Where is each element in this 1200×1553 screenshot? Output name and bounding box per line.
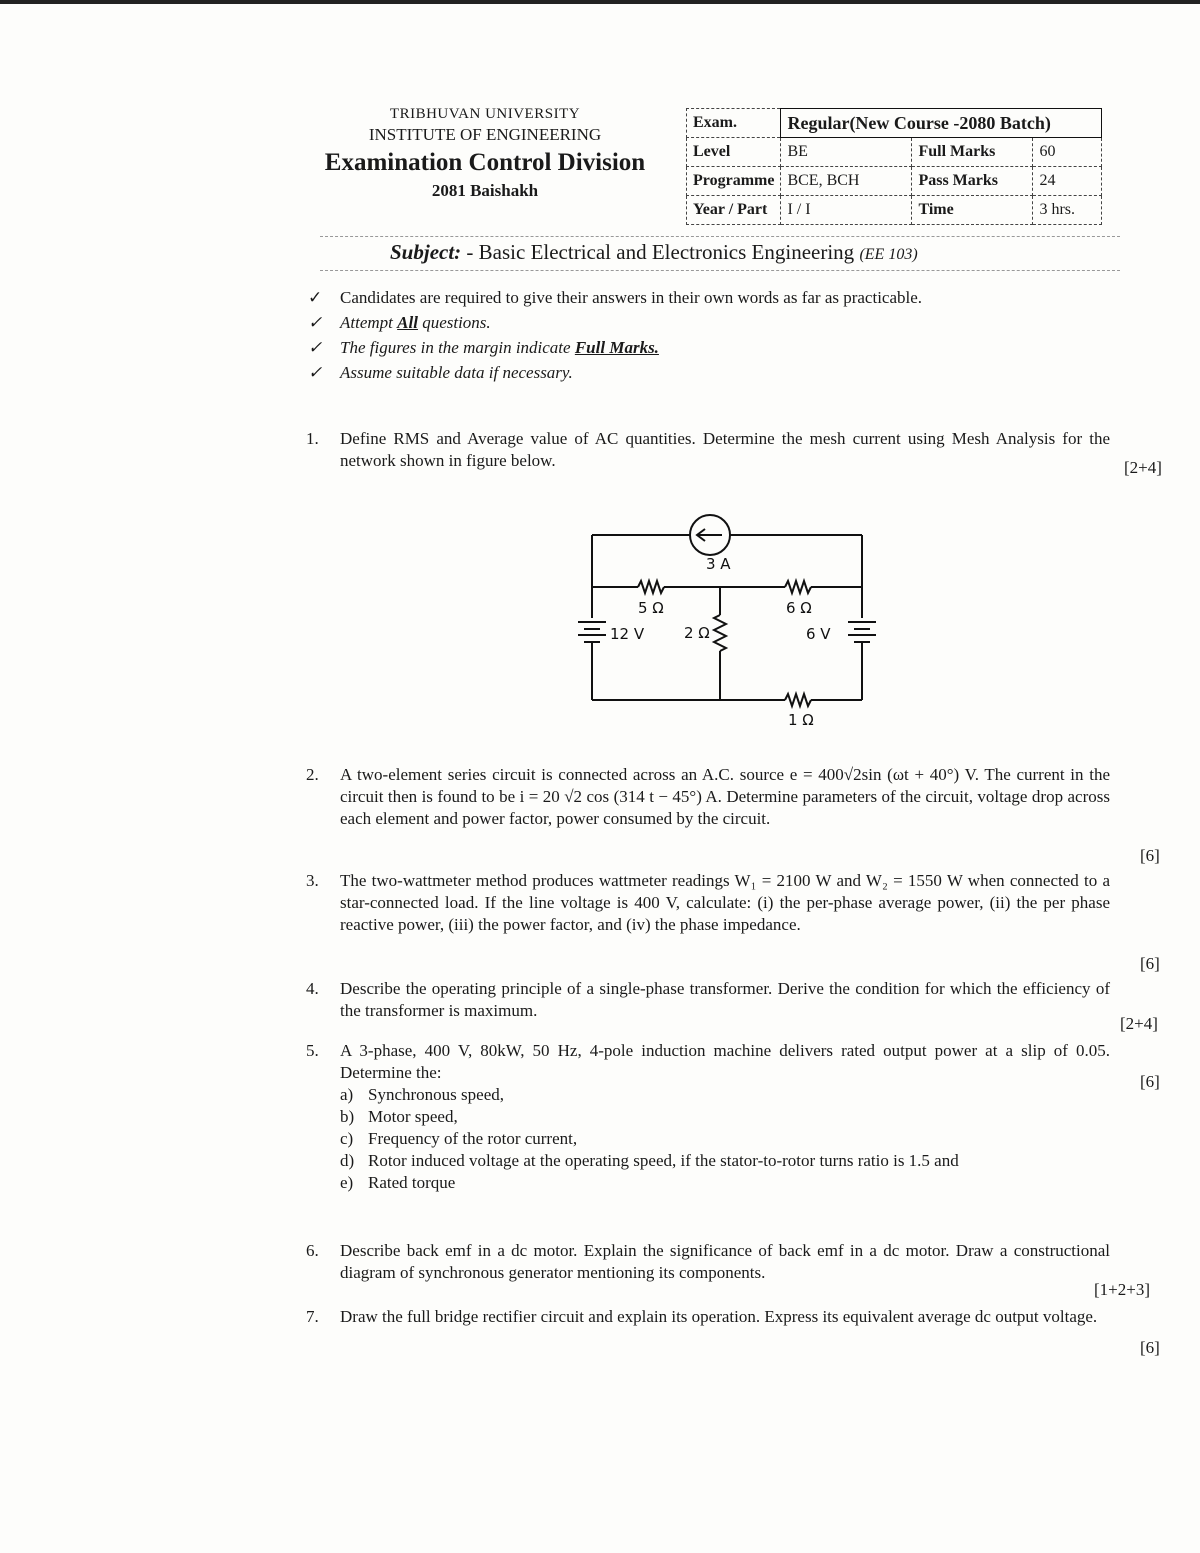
sub-question-e: e) Rated torque — [340, 1173, 456, 1192]
top-edge-line — [0, 0, 1200, 4]
question-6 — [306, 1240, 1110, 1284]
question-text: Describe the operating principle of a single-phase transformer. Derive the condition for which the efficiency of the transformer is maximum. — [340, 979, 1110, 1020]
sub-question-b: b) Motor speed, — [340, 1107, 458, 1126]
pass-marks-value: 24 — [1033, 167, 1102, 196]
question-number: 3. — [306, 871, 319, 890]
question-3 — [306, 870, 1110, 936]
pass-marks-label: Pass Marks — [912, 167, 1033, 196]
divider — [320, 270, 1120, 271]
time-value: 3 hrs. — [1033, 196, 1102, 225]
question-marks: [2+4] — [1120, 1014, 1158, 1033]
question-marks: [6] — [1140, 846, 1160, 865]
resistor-2-label: 2 Ω — [684, 624, 710, 642]
checkmark-icon: ✓ — [308, 363, 323, 382]
exam-header — [290, 106, 680, 201]
subject-line — [390, 240, 918, 265]
instruction-text: Assume suitable data if necessary. — [340, 363, 573, 382]
sub-question-text: Rotor induced voltage at the operating speed, if the stator-to-rotor turns ratio is 1.5 and — [368, 1151, 959, 1170]
list-item — [308, 288, 922, 313]
question-2 — [306, 764, 1110, 830]
circuit-diagram — [560, 505, 880, 730]
level-label: Level — [687, 138, 781, 167]
question-number: 5. — [306, 1041, 319, 1060]
question-number: 1. — [306, 429, 319, 448]
resistor-6-label: 6 Ω — [786, 599, 812, 617]
resistor-2-icon — [714, 615, 726, 651]
programme-label: Programme — [687, 167, 781, 196]
question-number: 6. — [306, 1241, 319, 1260]
table-row — [687, 167, 1102, 196]
question-marks: [2+4] — [1124, 458, 1162, 477]
list-item — [308, 338, 922, 363]
instruction-text: Candidates are required to give their answers in their own words as far as practicable. — [340, 288, 923, 307]
subject-name: - Basic Electrical and Electronics Engineering — [466, 240, 855, 264]
checkmark-icon: ✓ — [308, 313, 323, 332]
source-label: 3 A — [706, 555, 731, 573]
sub-question-a: a) Synchronous speed, — [340, 1085, 504, 1104]
question-7 — [306, 1306, 1110, 1328]
question-text: The two-wattmeter method produces wattmeter readings W₁ = 2100 W and W₂ = 1550 W when connected to a star-connected load. If the line voltage is 400 V, calculate: (i) the per-phase average power, (ii) the per phase reactive power, (iii) the power factor, and (iv) the phase impedance. — [340, 871, 1110, 934]
full-marks-label: Full Marks — [912, 138, 1033, 167]
question-number: 4. — [306, 979, 319, 998]
resistor-6-icon — [785, 581, 811, 593]
question-text: Define RMS and Average value of AC quantities. Determine the mesh current using Mesh Analysis for the network shown in figure below. — [340, 429, 1110, 470]
exam-info-table — [686, 108, 1102, 225]
exam-value: Regular(New Course -2080 Batch) — [781, 109, 1102, 138]
institute-name: INSTITUTE OF ENGINEERING — [368, 125, 602, 144]
subject-label: Subject: — [390, 240, 462, 264]
list-item — [308, 313, 922, 338]
question-text: A 3-phase, 400 V, 80kW, 50 Hz, 4-pole induction machine delivers rated output power at a slip of 0.05. Determine the: — [340, 1041, 1110, 1082]
question-number: 7. — [306, 1307, 319, 1326]
question-text: Draw the full bridge rectifier circuit and explain its operation. Express its equivalent average dc output voltage. — [340, 1307, 1098, 1326]
full-marks-value: 60 — [1033, 138, 1102, 167]
question-marks: [6] — [1140, 954, 1160, 973]
resistor-1-icon — [785, 694, 811, 706]
instruction-text: Attempt — [340, 313, 398, 332]
question-5 — [306, 1040, 1110, 1194]
instruction-text: The figures in the margin indicate — [340, 338, 575, 357]
question-marks: [6] — [1140, 1338, 1160, 1357]
list-item — [308, 363, 922, 388]
battery-12v-label: 12 V — [610, 625, 645, 643]
sub-question-text: Synchronous speed, — [368, 1085, 504, 1104]
table-row — [687, 138, 1102, 167]
question-1 — [306, 428, 1110, 472]
checkmark-icon: ✓ — [308, 288, 323, 307]
sub-question-text: Frequency of the rotor current, — [368, 1129, 578, 1148]
year-part-label: Year / Part — [687, 196, 781, 225]
checkmark-icon: ✓ — [308, 338, 323, 357]
question-text: A two-element series circuit is connected across an A.C. source e = 400√2sin (ωt + 40°) V. The current in the circuit then is found to be i = 20 √2 cos (314 t − 45°) A. Determine parameters of the circuit, voltage drop across each element and power factor, power consumed by the circuit. — [340, 765, 1110, 828]
exam-date: 2081 Baishakh — [431, 181, 539, 200]
question-text: Describe back emf in a dc motor. Explain the significance of back emf in a dc motor. Draw a constructional diagram of synchronous generator mentioning its components. — [340, 1241, 1110, 1282]
sub-question-text: Rated torque — [368, 1173, 456, 1192]
subject-code: (EE 103) — [859, 246, 918, 263]
year-part-value: I / I — [781, 196, 912, 225]
sub-question-text: Motor speed, — [368, 1107, 458, 1126]
battery-6v-label: 6 V — [806, 625, 831, 643]
question-number: 2. — [306, 765, 319, 784]
question-marks: [6] — [1140, 1072, 1160, 1091]
question-marks: [1+2+3] — [1094, 1280, 1150, 1299]
question-4 — [306, 978, 1110, 1022]
programme-value: BCE, BCH — [781, 167, 912, 196]
instruction-text: questions. — [417, 313, 491, 332]
table-row — [687, 196, 1102, 225]
sub-question-d: d) Rotor induced voltage at the operating speed, if the stator-to-rotor turns ratio is 1.5 and — [340, 1151, 959, 1170]
level-value: BE — [781, 138, 912, 167]
table-row — [687, 109, 1102, 138]
sub-question-c: c) Frequency of the rotor current, — [340, 1129, 578, 1148]
division-name: Examination Control Division — [324, 149, 646, 176]
resistor-5-icon — [638, 581, 664, 593]
divider — [320, 236, 1120, 237]
time-label: Time — [912, 196, 1033, 225]
university-name: TRIBHUVAN UNIVERSITY — [389, 106, 581, 122]
instruction-emphasis: All — [397, 313, 418, 332]
instructions-list — [308, 288, 922, 388]
instruction-emphasis: Full Marks. — [574, 338, 659, 357]
resistor-5-label: 5 Ω — [638, 599, 664, 617]
exam-label: Exam. — [687, 109, 781, 138]
resistor-1-label: 1 Ω — [788, 711, 814, 729]
